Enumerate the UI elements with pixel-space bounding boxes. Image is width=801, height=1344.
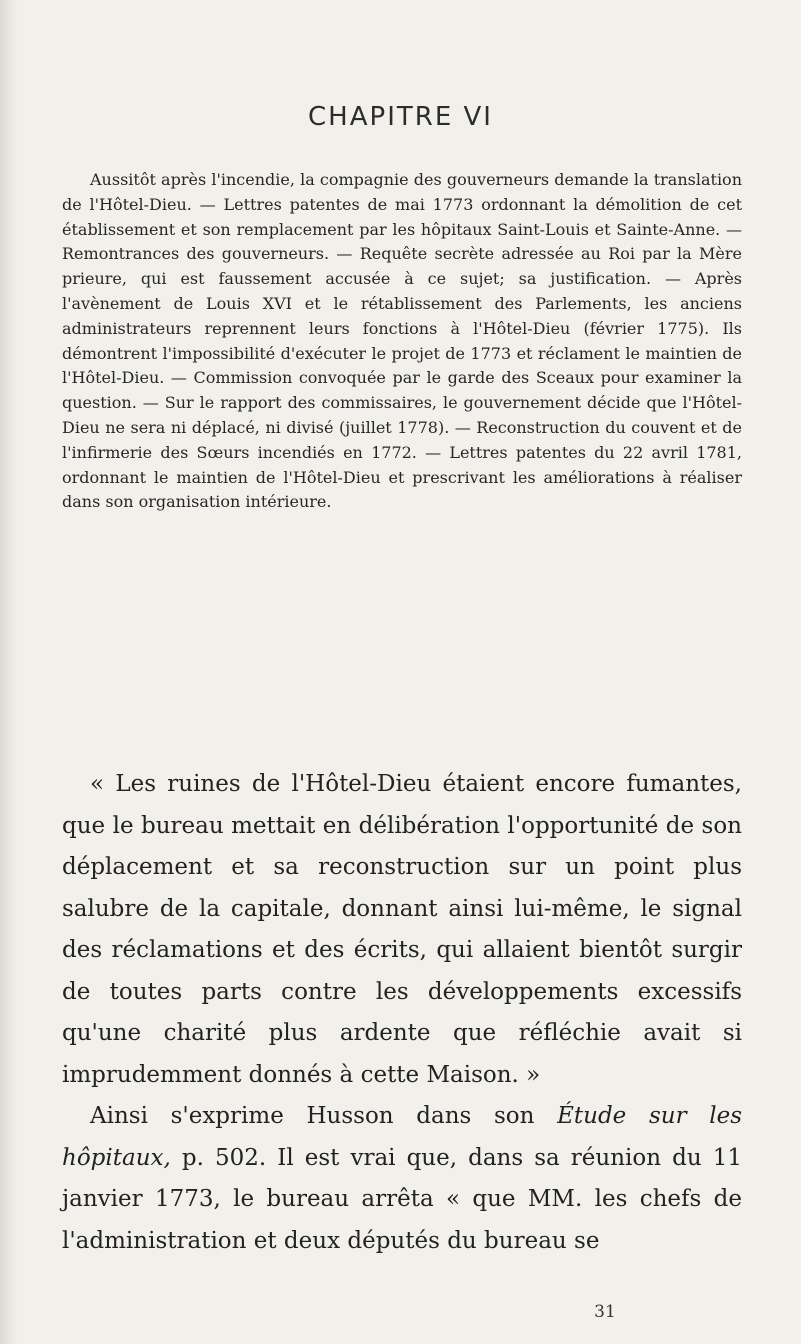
book-title-citation: Étude sur les hôpitaux, <box>62 1103 742 1171</box>
body-paragraph-2-end: p. 502. Il est vrai que, dans sa réunion du 11 janvier 1773, le bureau arrêta « que MM. les chefs de l'administration et deux députés du bureau se <box>62 1144 742 1254</box>
chapter-title: CHAPITRE VI <box>308 102 493 132</box>
body-paragraph-1: « Les ruines de l'Hôtel-Dieu étaient encore fumantes, que le bureau mettait en délibération l'opportunité de son déplacement et sa reconstruction sur un point plus salubre de la capitale, donnant ainsi lui-même, le signal des réclamations et des écrits, qui allaient bientôt surgir de toutes parts contre les développements excessifs qu'une charité plus ardente que réfléchie avait si imprudemment donnés à cette Maison. » <box>62 771 742 1088</box>
page-binding-shadow <box>0 0 18 1344</box>
body-paragraph-2-start: Ainsi s'exprime Husson dans son <box>90 1103 558 1129</box>
body-text <box>62 764 742 1262</box>
body-paragraph-2 <box>62 1096 742 1262</box>
page-number: 31 <box>594 1302 616 1322</box>
chapter-summary: Aussitôt après l'incendie, la compagnie des gouverneurs demande la translation de l'Hôtel-Dieu. — Lettres patentes de mai 1773 ordonnant la démolition de cet établissement et son remplacement par les hôpitaux Saint-Louis et Sainte-Anne. — Remontrances des gouverneurs. — Requête secrète adressée au Roi par la Mère prieure, qui est faussement accusée à ce sujet; sa justification. — Après l'avènement de Louis XVI et le rétablissement des Parlements, les anciens administrateurs reprennent leurs fonctions à l'Hôtel-Dieu (février 1775). Ils démontrent l'impossibilité d'exécuter le projet de 1773 et réclament le maintien de l'Hôtel-Dieu. — Commission convoquée par le garde des Sceaux pour examiner la question. — Sur le rapport des commissaires, le gouvernement décide que l'Hôtel-Dieu ne sera ni déplacé, ni divisé (juillet 1778). — Reconstruction du couvent et de l'infirmerie des Sœurs incendiés en 1772. — Lettres patentes du 22 avril 1781, ordonnant le maintien de l'Hôtel-Dieu et prescrivant les améliorations à réaliser dans son organisation intérieure. <box>62 170 742 512</box>
